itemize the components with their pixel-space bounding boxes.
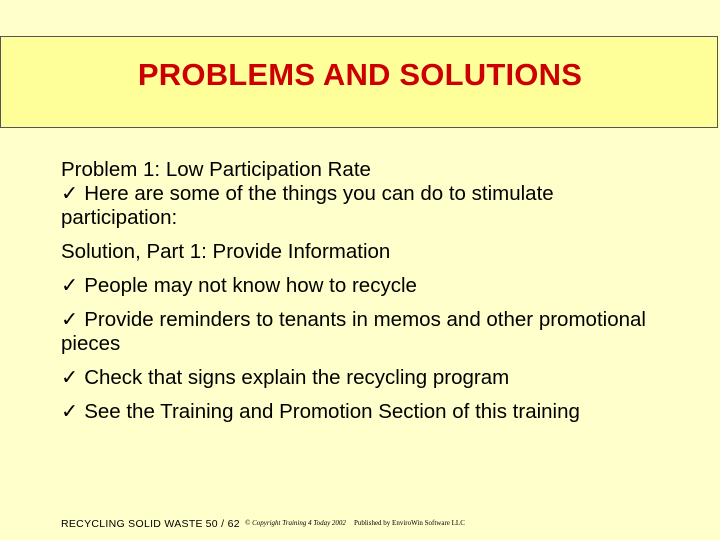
bullet-stimulate [61,182,661,230]
checkmark-icon: ✓ [61,400,79,423]
footer [61,518,240,530]
footer-page-number: 50 / 62 [205,518,240,530]
checkmark-icon: ✓ [61,274,79,297]
slide-title: PROBLEMS AND SOLUTIONS [137,57,583,92]
problem-heading [61,158,661,182]
checkmark-icon: ✓ [61,366,79,389]
publisher-text: Published by EnviroWin Software LLC [353,519,465,527]
bullet-signs [61,366,661,390]
bullet-signs-text: Check that signs explain the recycling program [84,366,510,389]
footer-course: RECYCLING SOLID WASTE [61,518,203,530]
solution-heading [61,240,661,264]
bullet-training [61,400,661,424]
checkmark-icon: ✓ [61,308,79,331]
bullet-reminders [61,308,661,356]
bullet-people-know-text: People may not know how to recycle [84,274,417,297]
problem-heading-text: Problem 1: Low Participation Rate [61,158,371,181]
bullet-stimulate-text: Here are some of the things you can do to stimulate participation: [61,182,554,229]
solution-heading-text: Solution, Part 1: Provide Information [61,240,391,263]
bullet-training-text: See the Training and Promotion Section of this training [84,400,580,423]
footer-copyright [245,519,465,527]
checkmark-icon: ✓ [61,182,79,205]
bullet-reminders-text: Provide reminders to tenants in memos and other promotional pieces [61,308,646,355]
slide-body [61,158,661,424]
bullet-people-know [61,274,661,298]
copyright-text: © Copyright Training 4 Today 2002 [245,519,346,527]
